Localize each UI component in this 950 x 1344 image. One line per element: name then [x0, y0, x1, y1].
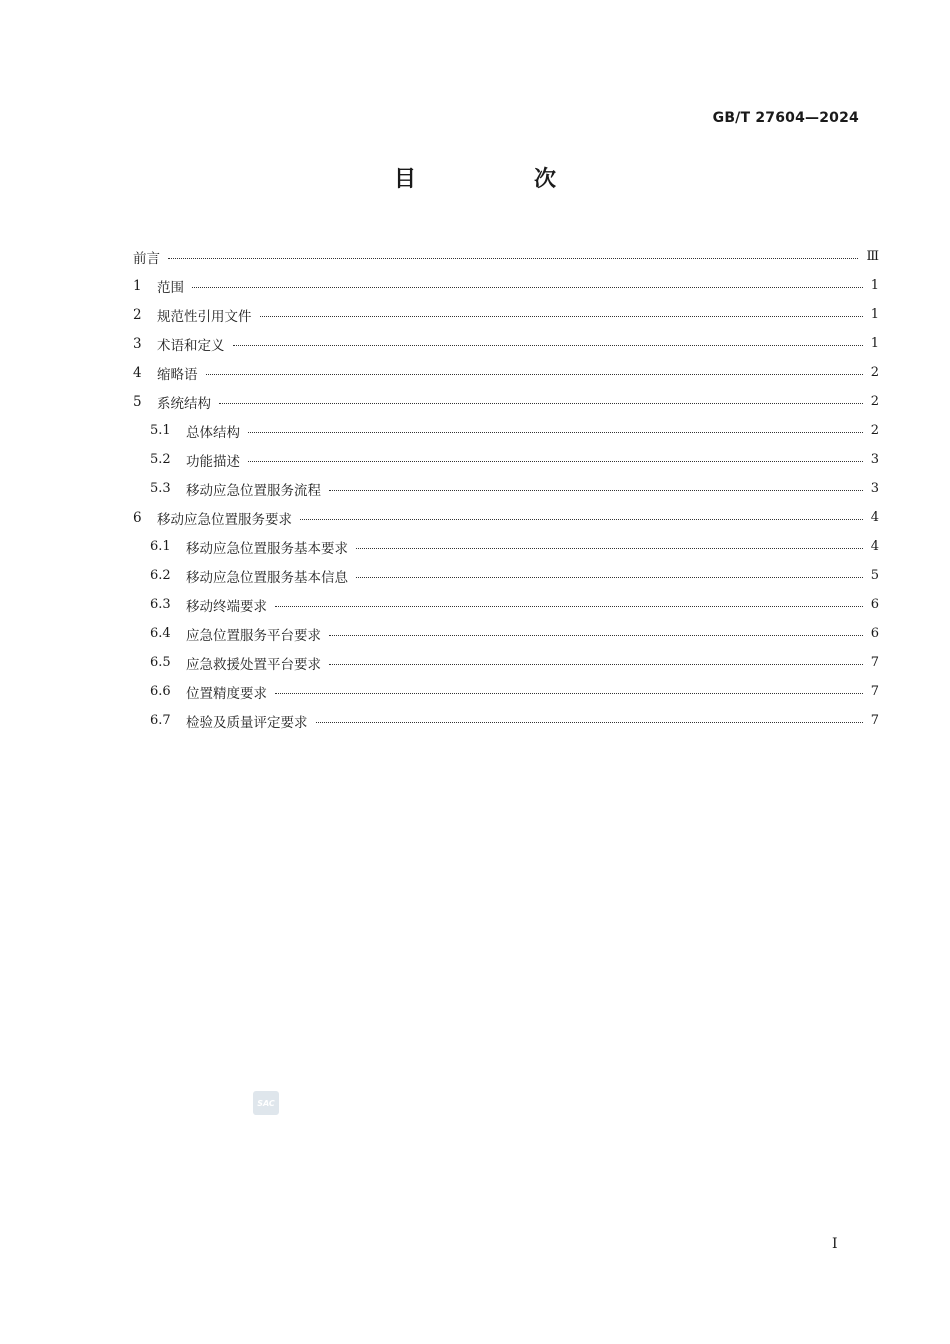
toc-entry[interactable] [133, 590, 879, 619]
toc-entry-page: 3 [870, 452, 879, 467]
toc-dot-leader [192, 287, 863, 288]
toc-entry-page: 1 [870, 278, 879, 293]
toc-dot-leader [300, 519, 863, 520]
toc-entry-number: 5.1 [150, 423, 171, 438]
toc-entry-page: 6 [870, 597, 879, 612]
toc-entry-page: 5 [870, 568, 879, 583]
toc-dot-leader [329, 490, 863, 491]
sac-logo-icon: SAC [253, 1091, 279, 1115]
toc-entry[interactable] [133, 300, 879, 329]
toc-entry-page: 4 [870, 510, 879, 525]
toc-entry-number: 2 [133, 306, 142, 323]
page-number: I [832, 1236, 838, 1252]
toc-entry-page: 2 [870, 423, 879, 438]
toc-entry[interactable] [133, 329, 879, 358]
toc-entry-label: 位置精度要求 [186, 685, 267, 702]
document-code: GB/T 27604—2024 [712, 110, 859, 126]
toc-dot-leader [219, 403, 863, 404]
toc-entry-label: 规范性引用文件 [157, 308, 252, 325]
toc-dot-leader [329, 635, 863, 636]
toc-dot-leader [206, 374, 863, 375]
toc-entry[interactable] [133, 706, 879, 735]
toc-entry[interactable] [133, 503, 879, 532]
toc-entry-number: 6.5 [150, 655, 171, 670]
toc-entry-label: 应急救援处置平台要求 [186, 656, 321, 673]
toc-entry-label: 移动应急位置服务基本信息 [186, 569, 348, 586]
toc-title: 目 次 [393, 167, 604, 192]
toc-entry[interactable] [133, 648, 879, 677]
toc-entry[interactable] [133, 561, 879, 590]
toc-dot-leader [260, 316, 863, 317]
toc-entry-number: 5 [133, 393, 142, 410]
toc-entry[interactable] [133, 358, 879, 387]
toc-entry-page: 6 [870, 626, 879, 641]
toc-entry-label: 应急位置服务平台要求 [186, 627, 321, 644]
toc-dot-leader [329, 664, 863, 665]
toc-dot-leader [356, 548, 863, 549]
toc-entry-number: 6.2 [150, 568, 171, 583]
toc-dot-leader [168, 258, 858, 259]
toc-entry[interactable] [133, 677, 879, 706]
toc-entry-number: 5.3 [150, 481, 171, 496]
toc-entry-number: 4 [133, 364, 142, 381]
toc-dot-leader [248, 461, 863, 462]
toc-entry-page: 4 [870, 539, 879, 554]
toc-entry[interactable] [133, 416, 879, 445]
toc-entry-label: 术语和定义 [157, 337, 225, 354]
toc-entry-number: 6.6 [150, 684, 171, 699]
toc-dot-leader [248, 432, 863, 433]
toc-entry-label: 移动应急位置服务流程 [186, 482, 321, 499]
toc-entry-page: 2 [870, 394, 879, 409]
toc-entry-label: 移动应急位置服务要求 [157, 511, 292, 528]
toc-entry-number: 6.3 [150, 597, 171, 612]
toc-entry[interactable] [133, 532, 879, 561]
toc-dot-leader [275, 606, 863, 607]
toc-entry-label: 检验及质量评定要求 [186, 714, 308, 731]
toc-entry-page: 1 [870, 336, 879, 351]
toc-entry-page: 7 [870, 713, 879, 728]
toc-entry[interactable] [133, 271, 879, 300]
toc-entry-label: 功能描述 [186, 453, 240, 470]
toc-entry[interactable] [133, 619, 879, 648]
toc-entry[interactable] [133, 474, 879, 503]
table-of-contents [133, 242, 879, 735]
toc-entry[interactable] [133, 242, 879, 271]
toc-entry-page: 3 [870, 481, 879, 496]
toc-entry-number: 3 [133, 335, 142, 352]
toc-entry-label: 缩略语 [157, 366, 198, 383]
toc-entry[interactable] [133, 387, 879, 416]
toc-entry-number: 6.4 [150, 626, 171, 641]
toc-entry-number: 5.2 [150, 452, 171, 467]
toc-entry-number: 6.7 [150, 713, 171, 728]
toc-entry-number: 1 [133, 277, 142, 294]
toc-entry-number: 6 [133, 509, 142, 526]
toc-dot-leader [275, 693, 863, 694]
toc-entry-label: 移动应急位置服务基本要求 [186, 540, 348, 557]
toc-entry-page: 1 [870, 307, 879, 322]
toc-entry[interactable] [133, 445, 879, 474]
toc-dot-leader [356, 577, 863, 578]
toc-entry-page: 2 [870, 365, 879, 380]
toc-entry-page: Ⅲ [866, 249, 879, 264]
toc-entry-label: 前言 [133, 250, 160, 267]
toc-entry-label: 移动终端要求 [186, 598, 267, 615]
toc-dot-leader [233, 345, 863, 346]
toc-entry-label: 总体结构 [186, 424, 240, 441]
toc-entry-number: 6.1 [150, 539, 171, 554]
toc-dot-leader [316, 722, 863, 723]
toc-entry-label: 系统结构 [157, 395, 211, 412]
toc-entry-label: 范围 [157, 279, 184, 296]
toc-entry-page: 7 [870, 684, 879, 699]
toc-entry-page: 7 [870, 655, 879, 670]
